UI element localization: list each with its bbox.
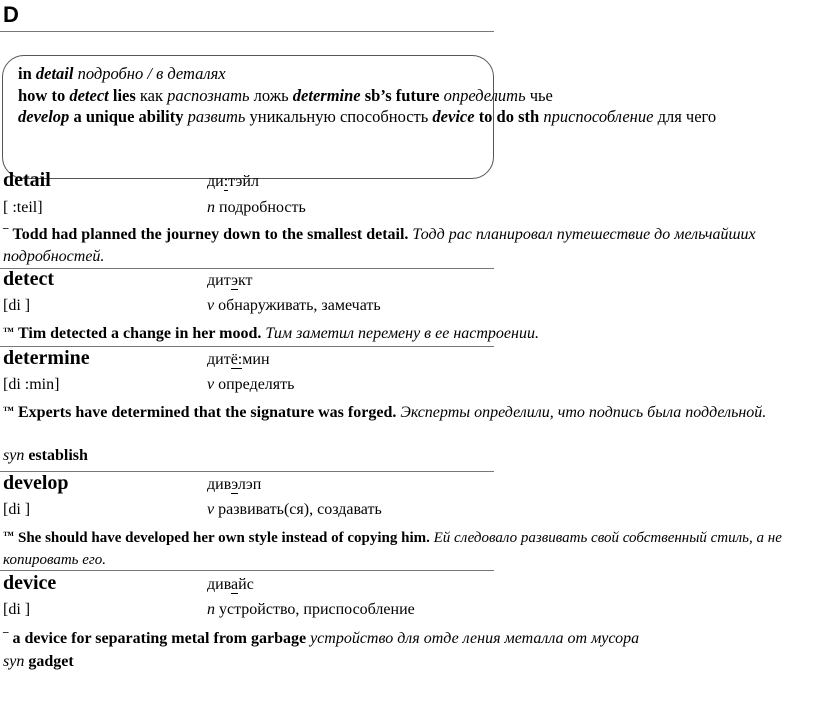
meaning-detect: v обнаруживать, замечать <box>207 297 381 314</box>
divider-1 <box>0 268 494 269</box>
example-device: ¯ a device for separating metal from garbage устройство для отде ления металла от мусора <box>3 630 640 647</box>
meaning-determine: v определять <box>207 376 295 393</box>
meaning-device: n устройство, приспособление <box>207 601 415 618</box>
headword-detail: detail <box>3 169 51 191</box>
example-detail: ¯ Todd had planned the journey down to the smallest detail. Тодд рас планировал путешествие до мельчайших подробностей. <box>3 226 756 265</box>
translit-develop: дивэлэп <box>207 476 262 493</box>
example-determine: ™ Experts have determined that the signature was forged. Эксперты определили, что подпись была поддельной. <box>3 404 767 421</box>
ipa-detect: [di ] <box>3 297 31 314</box>
headword-device: device <box>3 572 57 594</box>
translit-detect: дитэкт <box>207 272 253 289</box>
header-rule <box>0 31 494 32</box>
divider-4 <box>0 570 494 571</box>
headword-determine: determine <box>3 347 90 369</box>
translit-device: дивайс <box>207 576 254 593</box>
ipa-detail: [ :teil] <box>3 199 43 216</box>
translit-detail: ди:тэйл <box>207 173 259 190</box>
phrases-text <box>18 63 803 128</box>
headword-detect: detect <box>3 268 55 290</box>
translit-determine: дитё:мин <box>207 351 270 368</box>
phrase-2: how to detect lies как распознать ложь determine sb’s future определить чье <box>18 85 553 105</box>
page-letter: D <box>3 2 19 27</box>
phrase-1: in detail подробно / в деталях <box>18 64 226 83</box>
headword-develop: develop <box>3 472 69 494</box>
example-detect: ™ Tim detected a change in her mood. Тим заметил перемену в ее настроении. <box>3 325 539 342</box>
meaning-detail: n подробность <box>207 199 306 216</box>
synonym-device: syn gadget <box>3 653 74 670</box>
ipa-develop: [di ] <box>3 501 31 518</box>
divider-3 <box>0 471 494 472</box>
ipa-determine: [di :min] <box>3 376 60 393</box>
synonym-determine: syn establish <box>3 447 88 464</box>
ipa-device: [di ] <box>3 601 31 618</box>
example-develop: ™ She should have developed her own style instead of copying him. Ей следовало развивать свой собственный стиль, а не копировать его. <box>3 530 782 568</box>
phrase-3: develop a unique ability развить уникальную способность device to do sth приспособление для чего <box>18 107 717 126</box>
meaning-develop: v развивать(ся), создавать <box>207 501 382 518</box>
